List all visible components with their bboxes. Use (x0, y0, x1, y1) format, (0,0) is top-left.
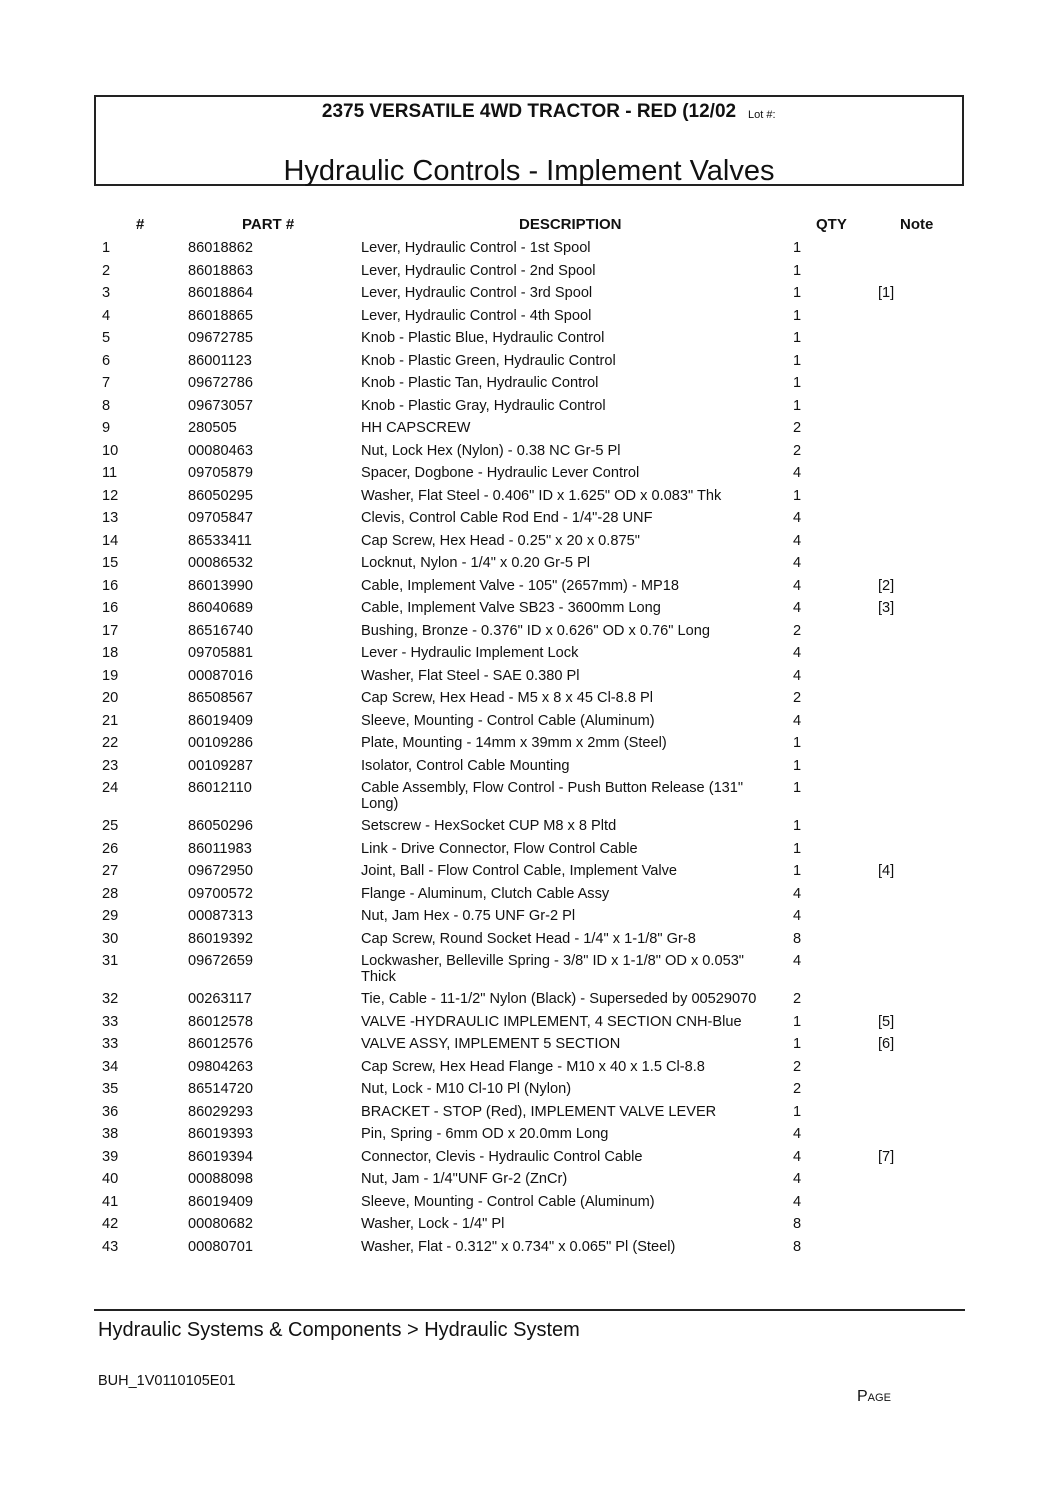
description: Washer, Flat Steel - 0.406" ID x 1.625" OD x 0.083" Thk (361, 487, 722, 504)
quantity: 4 (793, 645, 802, 661)
row-number: 5 (102, 330, 111, 346)
quantity: 1 (793, 375, 802, 391)
row-number: 36 (102, 1103, 119, 1120)
description: BRACKET - STOP (Red), IMPLEMENT VALVE LEVER (361, 1103, 717, 1120)
description: Cap Screw, Hex Head - M5 x 8 x 45 Cl-8.8 Pl (361, 690, 653, 706)
table-row (94, 309, 964, 325)
part-number: 00087016 (188, 667, 253, 684)
quantity: 1 (793, 285, 802, 301)
table-row (94, 842, 964, 858)
row-number: 11 (102, 465, 118, 481)
row-number: 34 (102, 1058, 119, 1075)
table-row (94, 954, 964, 985)
breadcrumb: Hydraulic Systems & Components > Hydraulic System (98, 1319, 580, 1341)
table-row (94, 691, 964, 707)
description: Cable Assembly, Flow Control - Push Button Release (131" Long) (361, 780, 744, 812)
note: [1] (878, 285, 895, 301)
row-number: 15 (102, 555, 119, 571)
row-number: 13 (102, 510, 119, 526)
quantity: 1 (793, 487, 802, 504)
column-header-part: PART # (242, 216, 295, 233)
description: Cable, Implement Valve - 105" (2657mm) - MP18 (361, 577, 679, 594)
row-number: 38 (102, 1126, 119, 1142)
table-row (94, 781, 964, 812)
note: [7] (878, 1148, 895, 1165)
part-number: 09672659 (188, 953, 253, 969)
quantity: 1 (793, 757, 802, 774)
table-row (94, 819, 964, 835)
part-number: 86514720 (188, 1081, 253, 1097)
row-number: 3 (102, 285, 111, 301)
row-number: 28 (102, 885, 119, 902)
table-row (94, 1195, 964, 1211)
table-row (94, 992, 964, 1008)
table-header (94, 208, 964, 241)
row-number: 42 (102, 1216, 119, 1232)
description: Tie, Cable - 11-1/2" Nylon (Black) - Superseded by 00529070 (361, 991, 757, 1007)
row-number: 30 (102, 930, 119, 947)
description: HH CAPSCREW (361, 420, 471, 436)
lot-number-label: Lot #: (748, 109, 776, 121)
table-row (94, 1240, 964, 1256)
row-number: 7 (102, 375, 111, 391)
part-number: 09705879 (188, 465, 253, 481)
description: VALVE ASSY, IMPLEMENT 5 SECTION (361, 1036, 621, 1052)
table-row (94, 579, 964, 595)
quantity: 4 (793, 465, 802, 481)
quantity: 4 (793, 577, 802, 594)
part-number: 00080682 (188, 1216, 253, 1232)
row-number: 19 (102, 667, 119, 684)
table-row (94, 1172, 964, 1188)
description: Cable, Implement Valve SB23 - 3600mm Long (361, 600, 661, 616)
quantity: 4 (793, 712, 802, 729)
document-title (96, 101, 962, 123)
description: Bushing, Bronze - 0.376" ID x 0.626" OD x 0.76" Long (361, 622, 710, 639)
part-number: 86516740 (188, 622, 253, 639)
table-row (94, 1037, 964, 1053)
quantity: 1 (793, 352, 802, 369)
description: Isolator, Control Cable Mounting (361, 757, 570, 774)
description: Knob - Plastic Blue, Hydraulic Control (361, 330, 605, 346)
table-row (94, 511, 964, 527)
description: Plate, Mounting - 14mm x 39mm x 2mm (Steel) (361, 735, 667, 751)
description: Joint, Ball - Flow Control Cable, Implement Valve (361, 863, 678, 879)
row-number: 4 (102, 307, 111, 324)
row-number: 32 (102, 991, 119, 1007)
model-title: 2375 VERSATILE 4WD TRACTOR - RED (12/02 (321, 101, 737, 122)
quantity: 8 (793, 1216, 802, 1232)
quantity: 4 (793, 667, 802, 684)
document-header (94, 95, 964, 186)
quantity: 4 (793, 885, 802, 902)
row-number: 33 (102, 1036, 119, 1052)
part-number: 86012578 (188, 1013, 253, 1030)
quantity: 2 (793, 1081, 802, 1097)
description: Setscrew - HexSocket CUP M8 x 8 Pltd (361, 818, 617, 834)
row-number: 43 (102, 1238, 119, 1255)
row-number: 39 (102, 1148, 119, 1165)
part-number: 86019409 (188, 1193, 253, 1210)
description: Nut, Lock Hex (Nylon) - 0.38 NC Gr-5 Pl (361, 442, 621, 459)
part-number: 86533411 (188, 532, 252, 549)
part-number: 86018864 (188, 285, 253, 301)
part-number: 86019392 (188, 930, 253, 947)
table-row (94, 556, 964, 572)
part-number: 09804263 (188, 1058, 253, 1075)
table-row (94, 264, 964, 280)
table-row (94, 887, 964, 903)
part-number: 86019393 (188, 1126, 253, 1142)
part-number: 86011983 (188, 840, 252, 857)
part-number: 86508567 (188, 690, 253, 706)
table-row (94, 736, 964, 752)
table-row (94, 354, 964, 370)
table-row (94, 286, 964, 302)
quantity: 1 (793, 863, 802, 879)
row-number: 33 (102, 1013, 119, 1030)
part-number: 86012110 (188, 780, 252, 796)
quantity: 4 (793, 1148, 802, 1165)
table-row (94, 1060, 964, 1076)
part-number: 09673057 (188, 397, 253, 414)
quantity: 4 (793, 908, 802, 924)
quantity: 2 (793, 622, 802, 639)
description: Flange - Aluminum, Clutch Cable Assy (361, 885, 610, 902)
quantity: 1 (793, 1036, 802, 1052)
table-row (94, 376, 964, 392)
quantity: 4 (793, 1126, 802, 1142)
part-number: 86029293 (188, 1103, 253, 1120)
row-number: 22 (102, 735, 119, 751)
quantity: 1 (793, 780, 802, 796)
quantity: 1 (793, 397, 802, 414)
table-row (94, 1150, 964, 1166)
quantity: 2 (793, 1058, 802, 1075)
quantity: 1 (793, 1013, 802, 1030)
row-number: 31 (102, 953, 119, 969)
row-number: 29 (102, 908, 119, 924)
part-number: 86050295 (188, 487, 253, 504)
table-row (94, 932, 964, 948)
part-number: 09672786 (188, 375, 253, 391)
description: Lever, Hydraulic Control - 1st Spool (361, 240, 591, 256)
row-number: 9 (102, 420, 111, 436)
part-number: 86019394 (188, 1148, 253, 1165)
table-row (94, 466, 964, 482)
description: Sleeve, Mounting - Control Cable (Aluminum) (361, 712, 655, 729)
description: Washer, Flat - 0.312" x 0.734" x 0.065" Pl (Steel) (361, 1238, 676, 1255)
column-header-quantity: QTY (816, 216, 847, 233)
row-number: 27 (102, 863, 119, 879)
table-row (94, 1217, 964, 1233)
column-header-note: Note (900, 216, 934, 233)
part-number: 00263117 (188, 991, 252, 1007)
row-number: 26 (102, 840, 119, 857)
quantity: 4 (793, 953, 802, 969)
quantity: 8 (793, 930, 802, 947)
description: Lever, Hydraulic Control - 3rd Spool (361, 285, 593, 301)
table-row (94, 1127, 964, 1143)
part-number: 09705881 (188, 645, 253, 661)
row-number: 10 (102, 442, 119, 459)
table-row (94, 759, 964, 775)
table-row (94, 399, 964, 415)
description: Washer, Flat Steel - SAE 0.380 Pl (361, 667, 580, 684)
column-header-number: # (136, 216, 145, 233)
description: Lever, Hydraulic Control - 4th Spool (361, 307, 592, 324)
note: [6] (878, 1036, 895, 1052)
description: Locknut, Nylon - 1/4" x 0.20 Gr-5 Pl (361, 555, 591, 571)
part-number: 280505 (188, 420, 237, 436)
table-row (94, 444, 964, 460)
description: Clevis, Control Cable Rod End - 1/4"-28 UNF (361, 510, 653, 526)
row-number: 35 (102, 1081, 119, 1097)
row-number: 8 (102, 397, 111, 414)
quantity: 1 (793, 818, 802, 834)
description: Washer, Lock - 1/4" Pl (361, 1216, 505, 1232)
quantity: 1 (793, 840, 802, 857)
quantity: 4 (793, 532, 802, 549)
quantity: 4 (793, 555, 802, 571)
row-number: 25 (102, 818, 119, 834)
row-number: 6 (102, 352, 111, 369)
part-number: 86040689 (188, 600, 253, 616)
quantity: 1 (793, 1103, 802, 1120)
note: [4] (878, 863, 895, 879)
description: Connector, Clevis - Hydraulic Control Cable (361, 1148, 643, 1165)
part-number: 09700572 (188, 885, 253, 902)
description: Cap Screw, Hex Head Flange - M10 x 40 x 1.5 Cl-8.8 (361, 1058, 705, 1075)
description: Knob - Plastic Green, Hydraulic Control (361, 352, 616, 369)
quantity: 1 (793, 307, 802, 324)
description: Knob - Plastic Gray, Hydraulic Control (361, 397, 606, 414)
description: Nut, Lock - M10 Cl-10 Pl (Nylon) (361, 1081, 572, 1097)
table-row (94, 489, 964, 505)
part-number: 09705847 (188, 510, 253, 526)
row-number: 24 (102, 780, 119, 796)
table-row (94, 714, 964, 730)
part-number: 86018865 (188, 307, 253, 324)
quantity: 4 (793, 510, 802, 526)
quantity: 2 (793, 690, 802, 706)
quantity: 2 (793, 991, 802, 1007)
part-number: 00088098 (188, 1171, 253, 1187)
description: VALVE -HYDRAULIC IMPLEMENT, 4 SECTION CNH-Blue (361, 1013, 742, 1030)
description: Lockwasher, Belleville Spring - 3/8" ID x 1-1/8" OD x 0.053" Thick (361, 953, 744, 985)
row-number: 12 (102, 487, 119, 504)
row-number: 16 (102, 600, 119, 616)
part-number: 00086532 (188, 555, 253, 571)
note: [5] (878, 1013, 895, 1030)
description: Cap Screw, Round Socket Head - 1/4" x 1-1/8" Gr-8 (361, 930, 696, 947)
quantity: 8 (793, 1238, 802, 1255)
part-number: 86050296 (188, 818, 253, 834)
table-row (94, 1015, 964, 1031)
row-number: 16 (102, 577, 119, 594)
description: Nut, Jam - 1/4"UNF Gr-2 (ZnCr) (361, 1171, 568, 1187)
description: Lever, Hydraulic Control - 2nd Spool (361, 262, 596, 279)
description: Cap Screw, Hex Head - 0.25" x 20 x 0.875" (361, 532, 640, 549)
table-row (94, 421, 964, 437)
row-number: 2 (102, 262, 111, 279)
table-row (94, 1105, 964, 1121)
description: Pin, Spring - 6mm OD x 20.0mm Long (361, 1126, 609, 1142)
table-row (94, 331, 964, 347)
description: Lever - Hydraulic Implement Lock (361, 645, 579, 661)
part-number: 86013990 (188, 577, 253, 594)
parts-table (94, 208, 964, 1262)
row-number: 41 (102, 1193, 119, 1210)
part-number: 00109286 (188, 735, 253, 751)
quantity: 4 (793, 1171, 802, 1187)
description: Knob - Plastic Tan, Hydraulic Control (361, 375, 599, 391)
quantity: 4 (793, 1193, 802, 1210)
table-row (94, 534, 964, 550)
description: Sleeve, Mounting - Control Cable (Aluminum) (361, 1193, 655, 1210)
note: [3] (878, 600, 895, 616)
table-row (94, 646, 964, 662)
table-row (94, 864, 964, 880)
row-number: 17 (102, 622, 119, 639)
part-number: 00080463 (188, 442, 253, 459)
table-body (94, 241, 964, 1255)
part-number: 86019409 (188, 712, 253, 729)
row-number: 20 (102, 690, 119, 706)
part-number: 00080701 (188, 1238, 253, 1255)
quantity: 2 (793, 420, 802, 436)
row-number: 40 (102, 1171, 119, 1187)
quantity: 4 (793, 600, 802, 616)
row-number: 21 (102, 712, 119, 729)
part-number: 00087313 (188, 908, 253, 924)
quantity: 1 (793, 330, 802, 346)
column-header-description: DESCRIPTION (519, 216, 622, 233)
row-number: 23 (102, 757, 119, 774)
table-row (94, 601, 964, 617)
part-number: 09672785 (188, 330, 253, 346)
quantity: 2 (793, 442, 802, 459)
table-row (94, 624, 964, 640)
description: Nut, Jam Hex - 0.75 UNF Gr-2 Pl (361, 908, 576, 924)
quantity: 1 (793, 735, 802, 751)
note: [2] (878, 577, 895, 594)
part-number: 00109287 (188, 757, 253, 774)
part-number: 86012576 (188, 1036, 253, 1052)
description: Link - Drive Connector, Flow Control Cable (361, 840, 638, 857)
section-title: Hydraulic Controls - Implement Valves (283, 155, 775, 187)
part-number: 86001123 (188, 352, 252, 369)
footer-divider (94, 1309, 965, 1311)
row-number: 18 (102, 645, 119, 661)
table-row (94, 241, 964, 257)
part-number: 86018862 (188, 240, 253, 256)
table-row (94, 909, 964, 925)
table-row (94, 669, 964, 685)
quantity: 1 (793, 240, 802, 256)
description: Spacer, Dogbone - Hydraulic Lever Control (361, 465, 640, 481)
table-row (94, 1082, 964, 1098)
part-number: 09672950 (188, 863, 253, 879)
quantity: 1 (793, 262, 802, 279)
row-number: 1 (102, 240, 111, 256)
page-label: Page (857, 1388, 891, 1405)
document-code: BUH_1V0110105E01 (98, 1373, 236, 1389)
row-number: 14 (102, 532, 119, 549)
part-number: 86018863 (188, 262, 253, 279)
